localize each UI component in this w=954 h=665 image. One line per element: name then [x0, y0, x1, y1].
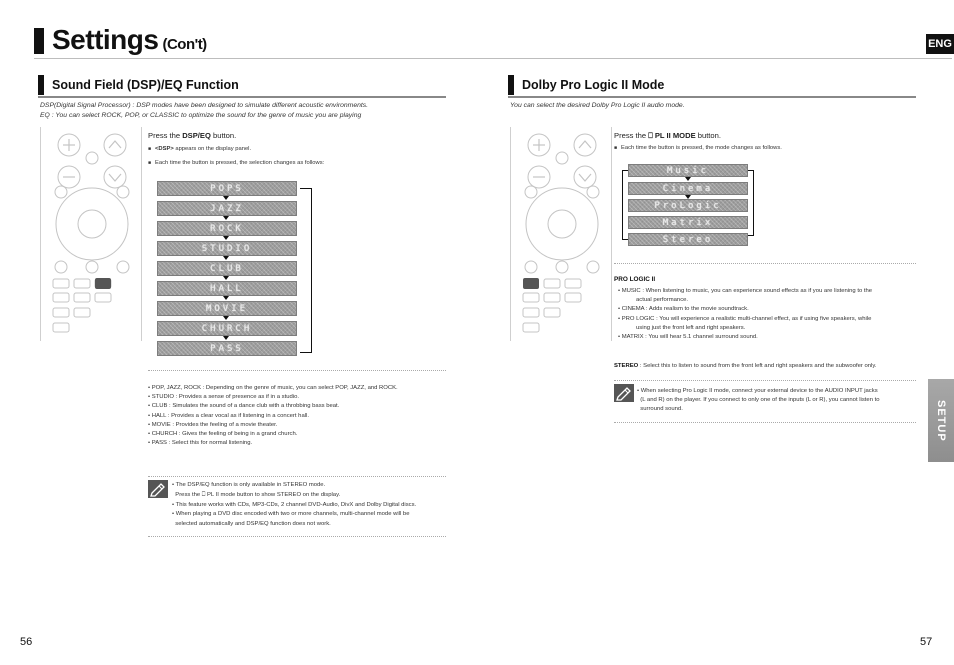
- list-item: • HALL : Provides a clear vocal as if listening in a concert hall.: [148, 412, 309, 419]
- left-note-bottom-rule: [148, 536, 446, 537]
- note-line: • When selecting Pro Logic II mode, connect your external device to the AUDIO INPUT jacks: [637, 388, 878, 394]
- left-notes: [172, 481, 416, 530]
- lcd-mode-studio: STUDIO: [157, 241, 297, 256]
- left-note-top-rule: [148, 476, 446, 477]
- page-number-right: 57: [920, 636, 933, 648]
- arrow-down-icon: [223, 276, 229, 280]
- left-section-accent: [38, 75, 44, 95]
- note-line: • When playing a DVD disc encoded with two or more channels, multi-channel mode will be: [172, 511, 410, 518]
- left-step-instruction: Press the DSP/EQ button.: [148, 131, 237, 140]
- pro-logic-heading: PRO LOGIC II: [614, 276, 656, 283]
- lcd-mode-prologic: ProLogic: [628, 199, 748, 212]
- pro-logic-list: [618, 287, 872, 342]
- stereo-description: STEREO : Select this to listen to sound from the front left and right speakers and the subwoofer only.: [614, 363, 877, 369]
- list-item: actual performance.: [618, 297, 689, 304]
- right-notes: [637, 387, 880, 415]
- note-line: Press the ⎕ PL II mode button to show STEREO on the display.: [172, 491, 341, 498]
- lcd-mode-stereo: Stereo: [628, 233, 748, 246]
- lcd-mode-movie: MOVIE: [157, 301, 297, 316]
- note-line: (L and R) on the player. If you connect to only one of the inputs (L or R), you cannot listen to: [637, 397, 880, 404]
- title-accent-bar: [34, 28, 44, 54]
- list-item: • MATRIX : You will hear 5.1 channel surround sound.: [618, 334, 758, 341]
- left-bullet-cycle: ■ Each time the button is pressed, the selection changes as follows:: [148, 160, 324, 166]
- list-item: • MUSIC : When listening to music, you can experience sound effects as if you are listening to the: [618, 288, 873, 294]
- list-item: • CHURCH : Gives the feeling of being in a grand church.: [148, 431, 298, 438]
- lcd-mode-jazz: JAZZ: [157, 201, 297, 216]
- lcd-mode-hall: HALL: [157, 281, 297, 296]
- list-item: • POP, JAZZ, ROCK : Depending on the genre of music, you can select POP, JAZZ, and ROCK.: [148, 385, 398, 391]
- left-section-title: Sound Field (DSP)/EQ Function: [52, 78, 239, 92]
- dolby-description: You can select the desired Dolby Pro Logic II audio mode.: [510, 102, 685, 109]
- arrow-down-icon: [223, 316, 229, 320]
- arrow-down-icon: [223, 216, 229, 220]
- right-section-title: Dolby Pro Logic II Mode: [522, 78, 665, 92]
- list-item: • PRO LOGIC : You will experience a realistic multi-channel effect, as if using five speakers, while: [618, 315, 872, 322]
- list-item: • CINEMA : Adds realism to the movie soundtrack.: [618, 306, 749, 313]
- cycle-return-bracket: [300, 188, 312, 353]
- language-tab: ENG: [926, 34, 954, 54]
- arrow-down-icon: [223, 196, 229, 200]
- left-section-rule: [38, 96, 446, 98]
- lcd-mode-pass: PASS: [157, 341, 297, 356]
- list-item: • PASS : Select this for normal listening.: [148, 440, 253, 447]
- right-divider: [614, 263, 916, 264]
- arrow-down-icon: [223, 236, 229, 240]
- remote-illustration-left: [40, 127, 142, 341]
- note-icon: [614, 384, 634, 402]
- arrow-down-icon: [223, 336, 229, 340]
- page-title: Settings (Con't): [52, 24, 207, 55]
- page-number-left: 56: [20, 636, 33, 648]
- lcd-mode-cinema: Cinema: [628, 182, 748, 195]
- note-line: • The DSP/EQ function is only available in STEREO mode.: [172, 482, 326, 488]
- arrow-down-icon: [223, 256, 229, 260]
- right-step-instruction: Press the ⎕ PL II MODE button.: [614, 131, 721, 140]
- left-bullet-display: ■ <DSP> appears on the display panel.: [148, 146, 251, 152]
- cycle-return-bracket-left: [622, 170, 628, 240]
- lcd-mode-matrix: Matrix: [628, 216, 748, 229]
- note-line: surround sound.: [637, 406, 683, 413]
- right-section-rule: [508, 96, 916, 98]
- title-divider: [34, 58, 952, 59]
- setup-section-tab: SETUP: [928, 379, 954, 462]
- dsp-description: DSP(Digital Signal Processor) : DSP modes have been designed to simulate different acoustic environments.: [40, 102, 369, 109]
- arrow-down-icon: [685, 177, 691, 181]
- lcd-mode-church: CHURCH: [157, 321, 297, 336]
- right-bullet-cycle: ■ Each time the button is pressed, the mode changes as follows.: [614, 145, 782, 151]
- lcd-mode-rock: ROCK: [157, 221, 297, 236]
- list-item: • CLUB : Simulates the sound of a dance club with a throbbing bass beat.: [148, 403, 340, 410]
- lcd-mode-music: Music: [628, 164, 748, 177]
- eq-description: EQ : You can select ROCK, POP, or CLASSIC to optimize the sound for the genre of music you are playing: [40, 112, 362, 119]
- list-item: • MOVIE : Provides the feeling of a movie theater.: [148, 421, 278, 428]
- note-line: selected automatically and DSP/EQ function does not work.: [172, 521, 331, 528]
- arrow-down-icon: [223, 296, 229, 300]
- lcd-mode-pops: POPS: [157, 181, 297, 196]
- cycle-return-bracket-right: [748, 170, 754, 236]
- right-note-top-rule: [614, 380, 916, 381]
- dsp-mode-list: [148, 384, 398, 448]
- list-item: • STUDIO : Provides a sense of presence as if in a studio.: [148, 394, 300, 401]
- note-icon: [148, 480, 168, 498]
- left-divider: [148, 370, 446, 371]
- note-line: • This feature works with CDs, MP3-CDs, 2 channel DVD-Audio, DivX and Dolby Digital discs.: [172, 501, 417, 508]
- right-note-bottom-rule: [614, 422, 916, 423]
- remote-illustration-right: [510, 127, 612, 341]
- list-item: using just the front left and right speakers.: [618, 324, 746, 331]
- right-section-accent: [508, 75, 514, 95]
- lcd-mode-club: CLUB: [157, 261, 297, 276]
